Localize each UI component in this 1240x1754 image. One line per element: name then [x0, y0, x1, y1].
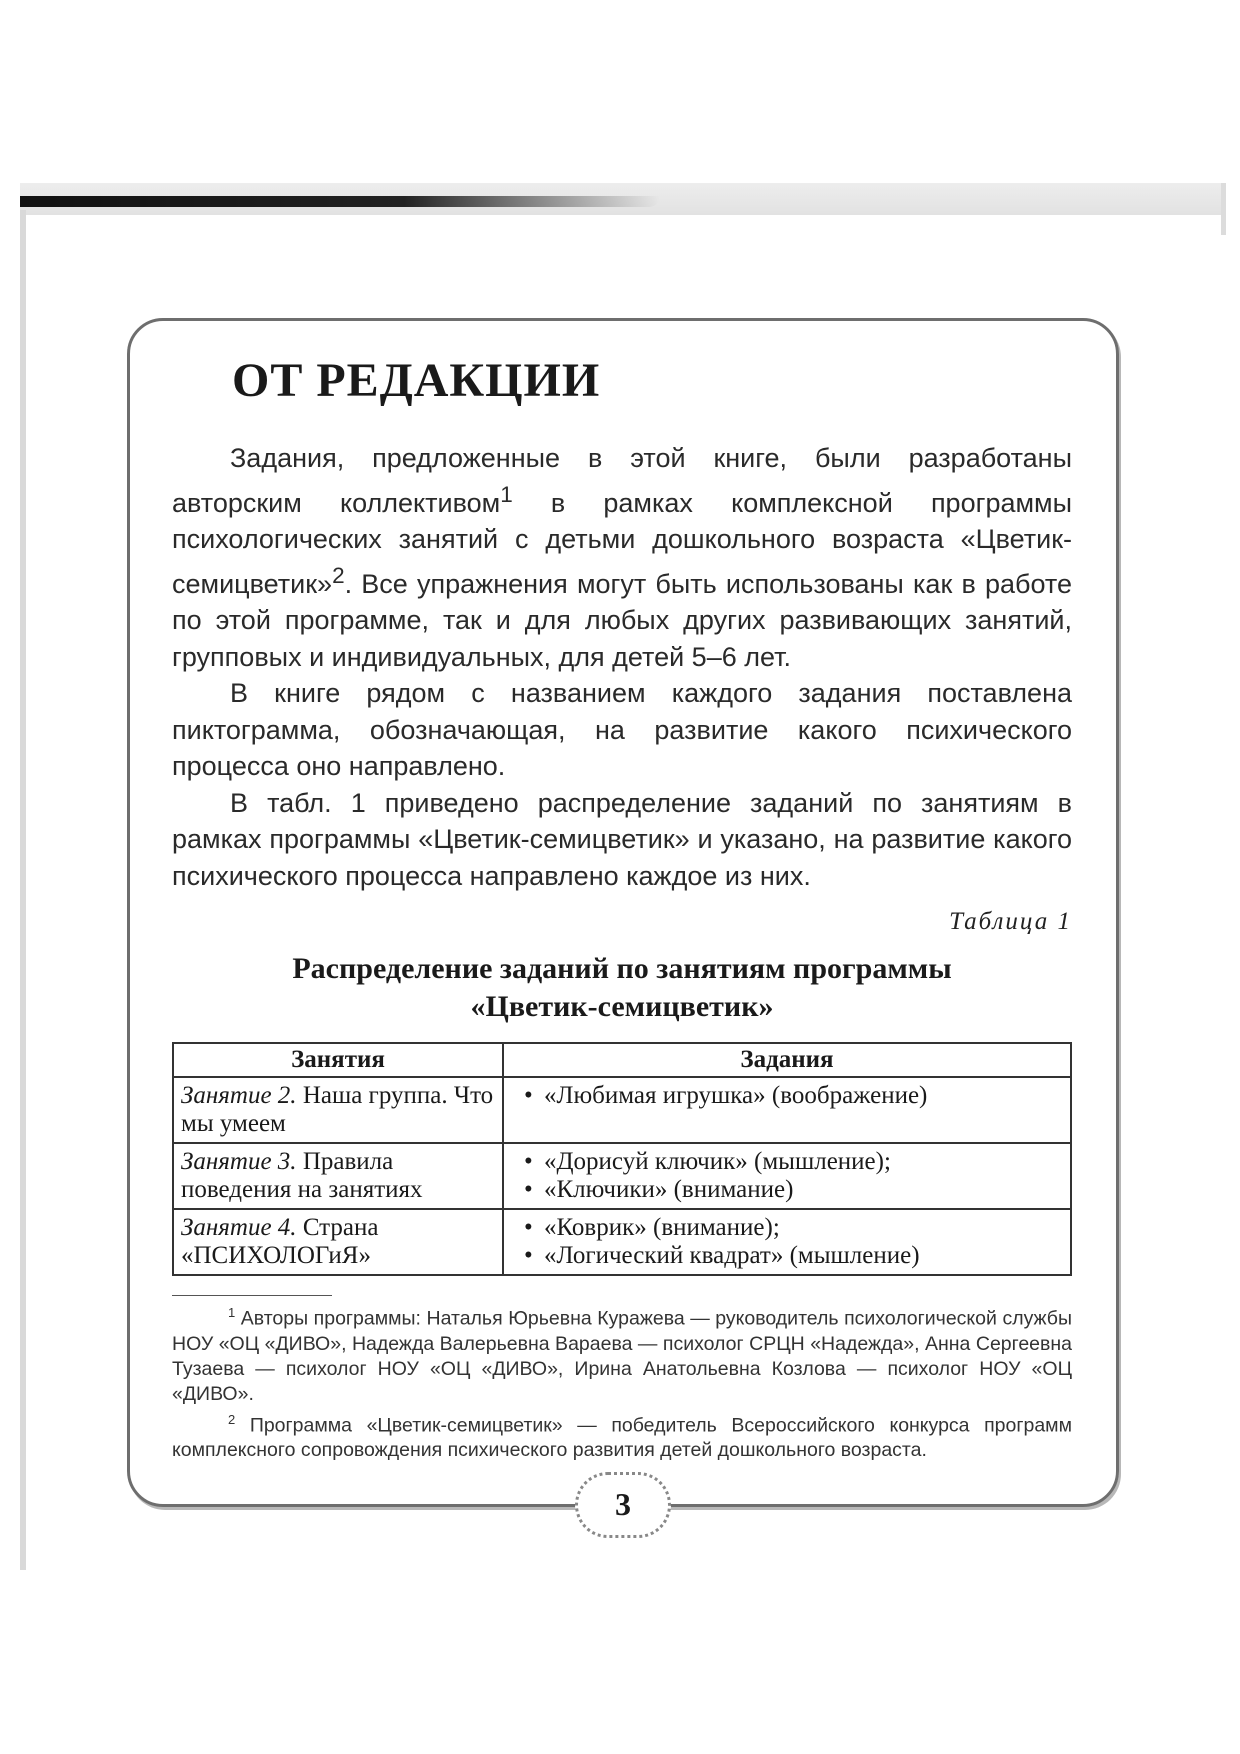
footnote-1: $^1$ Авторы программы: Наталья Юрьевна Куражева — руководитель психологической службы НОУ «ОЦ «ДИВО», Надежда Валерьевна Вараева — психолог СРЦН «Надежда», Анна Сергеевна Тузаева — психолог НОУ «ОЦ «ДИВО», Ирина Анатольевна Козлова — психолог НОУ «ОЦ «ДИВО». [172, 1305, 1072, 1405]
page-title: ОТ РЕДАКЦИИ [232, 354, 601, 407]
tasks-cell [503, 1209, 1071, 1275]
table-label: Таблица 1 [949, 908, 1072, 935]
task-item: • «Дорисуй ключик» (мышление); [524, 1148, 1062, 1176]
scan-edge-left [20, 210, 26, 1570]
session-cell: Занятие 4. Страна «ПСИХОЛОГиЯ» [173, 1209, 503, 1275]
task-item: • «Логический квадрат» (мышление) [524, 1242, 1062, 1270]
tasks-cell [503, 1143, 1071, 1209]
table-header-row [173, 1043, 1071, 1077]
footnote-ref-2: 2 [332, 562, 345, 588]
task-item: • «Коврик» (внимание); [524, 1214, 1062, 1242]
task-list [512, 1214, 1062, 1270]
table-title: Распределение заданий по занятиям программы «Цветик-семицветик» [292, 952, 952, 1023]
page-number: 3 [575, 1472, 671, 1538]
intro-paragraph-1: Задания, предложенные в этой книге, были разработаны авторским коллективом$^1$ в рамках комплексной программы психологических занятий с детьми дошкольного возраста «Цветик-семицветик»$^2$. Все упражнения могут быть использованы как в работе по этой программе, так и для любых других развивающих занятий, групповых и индивидуальных, для детей 5–6 лет. [172, 443, 1073, 672]
intro-paragraph-3: В табл. 1 приведено распределение заданий по занятиям в рамках программы «Цветик-семицветик» и указано, на развитие какого психического процесса направлено каждое из них. [172, 787, 1072, 891]
task-list [512, 1148, 1062, 1204]
footnote-2: $^2$ Программа «Цветик-семицветик» — победитель Всероссийского конкурса программ комплексного сопровождения психического развития детей дошкольного возраста. [172, 1411, 1072, 1461]
column-header-tasks: Задания [503, 1043, 1071, 1077]
footnotes [172, 1300, 1072, 1463]
table-row [173, 1143, 1071, 1209]
column-header-sessions: Занятия [173, 1043, 503, 1077]
table-row [173, 1209, 1071, 1275]
distribution-table [172, 1042, 1072, 1276]
scan-shadow [20, 196, 660, 207]
intro-paragraph-2: В книге рядом с названием каждого задания поставлена пиктограмма, обозначающая, на развитие какого психического процесса оно направлено. [172, 678, 1072, 781]
footnote-ref-1: 1 [500, 481, 513, 507]
session-cell: Занятие 3. Правила поведения на занятиях [173, 1143, 503, 1209]
task-list [512, 1082, 1062, 1110]
table-row [173, 1077, 1071, 1143]
task-item: • «Ключики» (внимание) [524, 1176, 1062, 1204]
intro-text [172, 440, 1072, 894]
footnote-divider [172, 1295, 332, 1296]
session-cell: Занятие 2. Наша группа. Что мы умеем [173, 1077, 503, 1143]
task-item: • «Любимая игрушка» (воображение) [524, 1082, 1062, 1110]
tasks-cell [503, 1077, 1071, 1143]
scan-edge-right [1221, 183, 1226, 235]
